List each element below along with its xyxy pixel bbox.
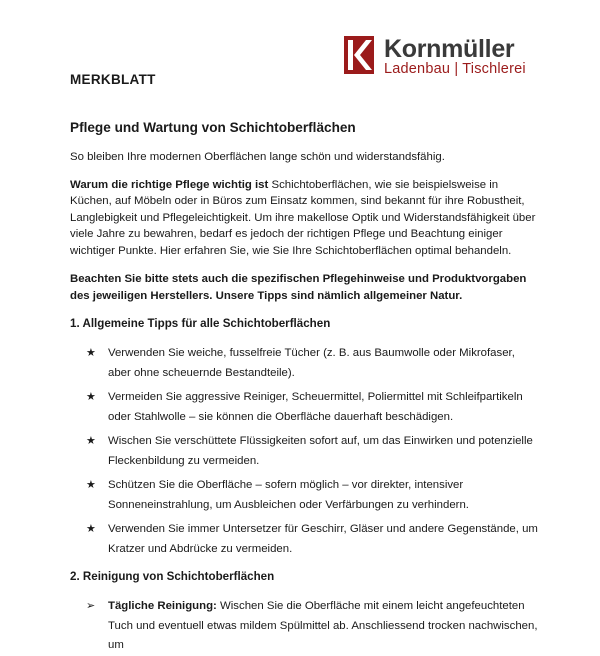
document-type-label: MERKBLATT (70, 72, 156, 87)
why-lead: Warum die richtige Pflege wichtig ist (70, 178, 269, 191)
star-bullet-icon: ★ (86, 523, 96, 535)
list-item-text: Wischen Sie die Oberfläche mit einem leicht angefeuchteten Tuch und eventuell etwas mildem Spülmittel ab. Anschliessend trocken nachwischen, um (108, 600, 538, 651)
document-title: Pflege und Wartung von Schichtoberflächen (70, 120, 356, 135)
list-item-text: Wischen Sie verschüttete Flüssigkeiten sofort auf, um das Einwirken und potenzielle Fleckenbildung zu vermeiden. (108, 435, 533, 467)
star-bullet-icon: ★ (86, 479, 96, 491)
section-1-heading: 1. Allgemeine Tipps für alle Schichtoberflächen (70, 317, 331, 330)
list-item (70, 476, 540, 515)
list-item (70, 432, 540, 471)
intro-paragraph: So bleiben Ihre modernen Oberflächen lange schön und widerstandsfähig. (70, 151, 445, 163)
logo-tagline: Ladenbau | Tischlerei (384, 61, 526, 77)
why-text: Schichtoberflächen, wie sie beispielsweise in Küchen, auf Möbeln oder in Büros zum Einsatz kommen, sind bekannt für ihre Robustheit, Langlebigkeit und Pflegeleichtigkeit. Um ihre makellose Optik und Widerstandsfähigkeit über viele Jahre zu bewahren, bedarf es jedoch der richtigen Pflege und Beachtung einiger wichtiger Punkte. Hier erfahren Sie, wie Sie Ihre Schichtoberflächen optimal behandeln. (70, 178, 536, 257)
general-tips-list (70, 344, 540, 559)
logo-company-name: Kornmüller (384, 35, 515, 63)
cleaning-list (70, 597, 540, 656)
list-item-text: Vermeiden Sie aggressive Reiniger, Scheuermittel, Poliermittel mit Schleifpartikeln oder Stahlwolle – sie können die Oberfläche dauerhaft beschädigen. (108, 391, 523, 423)
arrow-bullet-icon: ➢ (86, 600, 96, 612)
section-2-heading: 2. Reinigung von Schichtoberflächen (70, 570, 275, 583)
star-bullet-icon: ★ (86, 391, 96, 403)
star-bullet-icon: ★ (86, 435, 96, 447)
list-item-text: Verwenden Sie weiche, fusselfreie Tücher (z. B. aus Baumwolle oder Mikrofaser, aber ohne scheuernde Bestandteile). (108, 347, 515, 379)
list-item (70, 388, 540, 427)
manufacturer-notice: Beachten Sie bitte stets auch die spezifischen Pflegehinweise und Produktvorgaben des jeweiligen Herstellers. Unsere Tipps sind nämlich allgemeiner Natur. (70, 273, 527, 302)
list-item (70, 520, 540, 559)
list-item (70, 597, 540, 656)
list-item-lead: Tägliche Reinigung: (108, 600, 217, 612)
list-item-text: Schützen Sie die Oberfläche – sofern möglich – vor direkter, intensiver Sonneneinstrahlung, um Ausbleichen oder Verfärbungen zu verhindern. (108, 479, 469, 511)
logo-mark-icon (344, 36, 374, 74)
why-paragraph (70, 177, 540, 260)
document-body (70, 120, 540, 656)
list-item-text: Verwenden Sie immer Untersetzer für Geschirr, Gläser und andere Gegenstände, um Kratzer und Abdrücke zu vermeiden. (108, 523, 538, 555)
list-item (70, 344, 540, 383)
star-bullet-icon: ★ (86, 347, 96, 359)
